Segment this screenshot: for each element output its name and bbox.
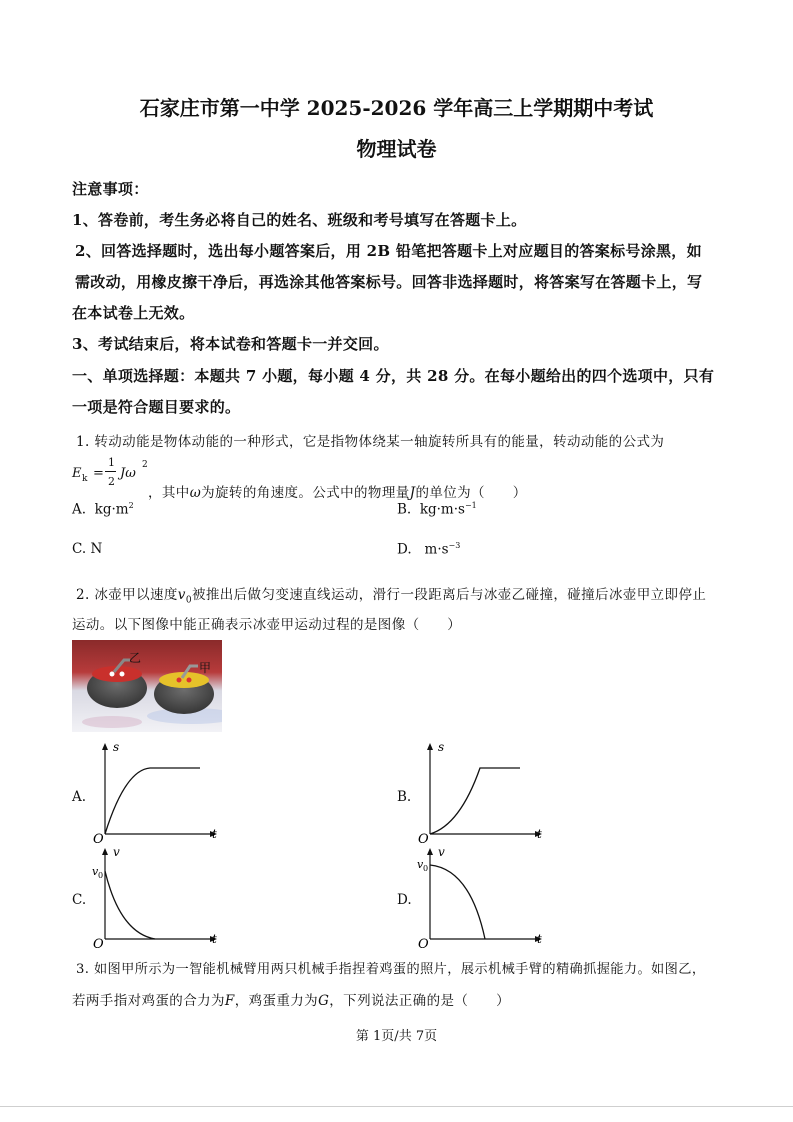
q1-line1: 1. 转动动能是物体动能的一种形式，它是指物体绕某一轴旋转所具有的能量，转动动能的公式为 <box>76 434 665 450</box>
svg-text:O: O <box>418 937 429 950</box>
svg-text:t: t <box>212 932 217 946</box>
q1-line2: ，其中ω为旋转的角速度。公式中的物理量J的单位为（ ） <box>148 485 527 501</box>
exam-subtitle: 物理试卷 <box>356 137 437 161</box>
q2-option-a-label[interactable]: A. <box>72 789 87 805</box>
q1-option-c[interactable]: C. N <box>72 541 103 557</box>
svg-text:t: t <box>537 827 542 841</box>
q3-line2: 若两手指对鸡蛋的合力为F，鸡蛋重力为G，下列说法正确的是（ ） <box>72 993 510 1009</box>
q2-graph-b <box>415 740 555 845</box>
q2-graph-a <box>90 740 230 845</box>
svg-text:s: s <box>438 740 445 754</box>
svg-text:O: O <box>93 937 104 950</box>
svg-text:t: t <box>537 932 542 946</box>
q1-option-a[interactable]: A. $kg\cdot m^2$ <box>72 501 134 518</box>
q1-option-b[interactable]: B. $kg\cdot m\cdot s^{-1}$ <box>397 501 477 518</box>
note-1: 1、答卷前，考生务必将自己的姓名、班级和考号填写在答题卡上。 <box>72 211 527 229</box>
svg-text:v: v <box>417 858 424 871</box>
notes-heading: 注意事项： <box>72 180 149 198</box>
svg-text:v: v <box>92 865 99 878</box>
label-yi: 乙 <box>129 651 142 665</box>
q2-option-b-label[interactable]: B. <box>397 789 412 805</box>
svg-text:t: t <box>212 827 217 841</box>
q1-option-d[interactable]: D. $m\cdot s^{-3}$ <box>397 541 461 558</box>
svg-text:v: v <box>438 845 445 859</box>
q2-graph-c <box>90 845 230 950</box>
svg-text:O: O <box>93 832 104 845</box>
note-2-line1: 2、回答选择题时，选出每小题答案后，用 2B 铅笔把答题卡上对应题目的答案标号涂黑，如 <box>75 242 702 260</box>
page-bottom-divider <box>0 1106 793 1107</box>
svg-text:0: 0 <box>98 871 104 880</box>
svg-text:v: v <box>113 845 120 859</box>
label-jia: 甲 <box>199 661 212 675</box>
q2-option-d-label[interactable]: D. <box>397 892 412 908</box>
q2-line2: 运动。以下图像中能正确表示冰壶甲运动过程的是图像（ ） <box>72 617 462 633</box>
q2-option-c-label[interactable]: C. <box>72 892 87 908</box>
note-2-line3: 在本试卷上无效。 <box>72 304 195 322</box>
section1-line2: 一项是符合题目要求的。 <box>72 398 241 416</box>
exam-title: 石家庄市第一中学 2025-2026 学年高三上学期期中考试 <box>139 96 654 120</box>
svg-text:s: s <box>113 740 120 754</box>
q3-line1: 3. 如图甲所示为一智能机械臂用两只机械手指捏着鸡蛋的照片，展示机械手臂的精确抓握能力。如图乙， <box>76 962 706 977</box>
section1-line1: 一、单项选择题：本题共 7 小题，每小题 4 分，共 28 分。在每小题给出的四个选项中，只有 <box>72 367 715 385</box>
note-3: 3、考试结束后，将本试卷和答题卡一并交回。 <box>72 335 389 353</box>
q2-graph-d <box>415 845 555 950</box>
q2-line1: 2. 冰壶甲以速度$v_0$被推出后做匀变速直线运动，滑行一段距离后与冰壶乙碰撞，碰撞后冰壶甲立即停止 <box>76 587 707 606</box>
note-2-line2: 需改动，用橡皮擦干净后，再选涂其他答案标号。回答非选择题时，将答案写在答题卡上，写 <box>75 273 703 291</box>
svg-text:O: O <box>418 832 429 845</box>
svg-text:0: 0 <box>423 864 429 873</box>
curling-stones-photo <box>72 640 222 732</box>
page-number: 第 1页/共 7页 <box>355 1029 438 1044</box>
